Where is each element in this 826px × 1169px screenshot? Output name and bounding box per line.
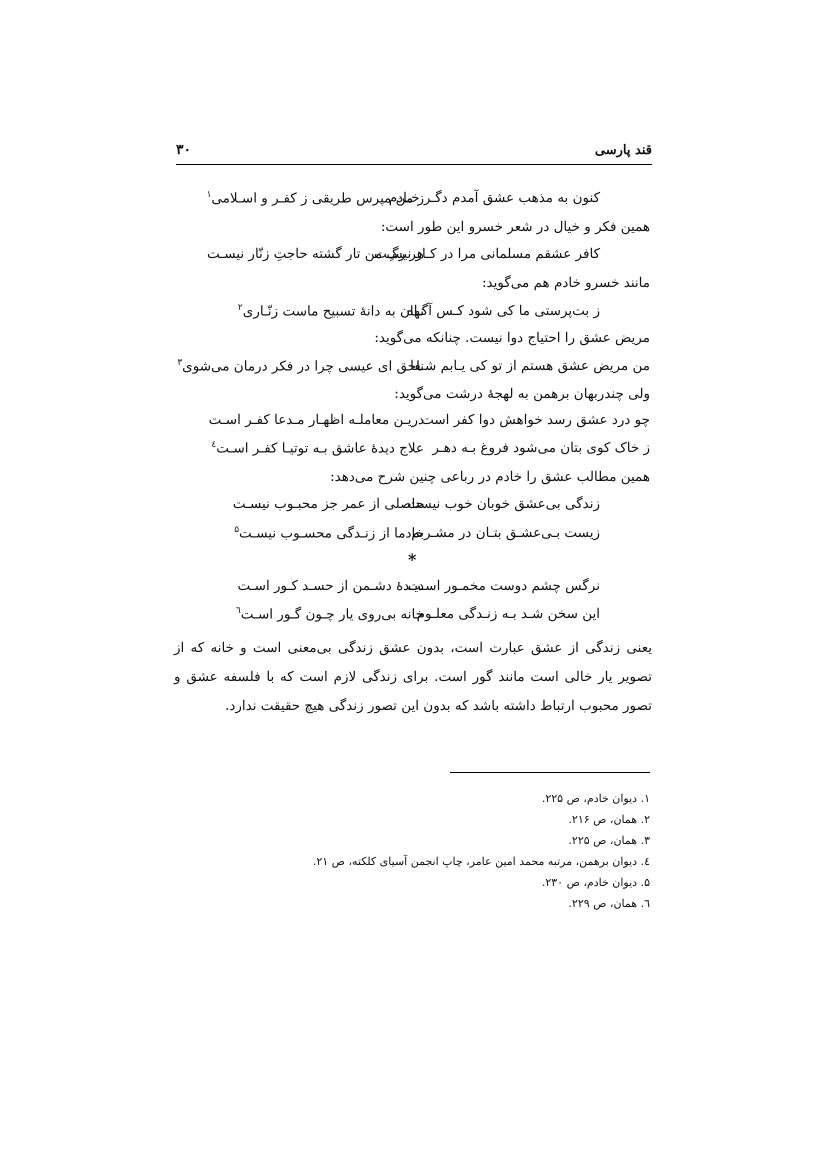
- verse-7-hemistich-2: حاصلی از عمر جز محبـوب نیسـت: [232, 496, 424, 512]
- footnote-ref: ٤: [211, 440, 217, 450]
- body-paragraph: یعنی زندگی از عشق عبارت است، بدون عشق زندگی بی‌معنی است و خانه که از تصویر یار خالی است مانند گور است. برای زندگی لازم است که با فلسفه عشق و تصور محبوب ارتباط داشته باشد که بدون این تصور زندگی هیچ حقیقت ندارد.: [174, 640, 652, 714]
- footnote-3: ۳. همان، ص ۲۲۵.: [568, 834, 650, 847]
- footnote-6: ٦. همان، ص ۲۲۹.: [568, 897, 650, 910]
- verse-3-hemistich-2: نهان به دانهٔ تسبیح ماست زنّـاری$^۲$: [237, 303, 424, 320]
- footnote-rule: [450, 772, 650, 773]
- verse-1-hemistich-2: ز من مپرس طریقی ز کفـر و اسـلامی$^۱$: [206, 190, 424, 207]
- prose-line-5: همین مطالب عشق را خادم در رباعی چنین شرح می‌دهد:: [330, 469, 650, 485]
- verse-10-hemistich-2: خانه بی‌روی یار چـون گـور اسـت$^٦$: [235, 606, 424, 623]
- verse-1-hemistich-1: کنون به مذهب عشق آمدم دگـر خـادم: [388, 190, 600, 206]
- verse-8-hemistich-1: زیست بـی‌عشـق بتـان در مشـربم: [411, 525, 600, 541]
- verse-2-hemistich-2: هر رگِ من تار گشته حاجتِ زنّار نیسـت: [207, 246, 424, 262]
- verse-5-hemistich-1: چو درد عشق رسد خواهش دوا کفر است: [421, 412, 650, 428]
- verse-9-hemistich-1: نرگس چشم دوست مخمـور اسـت: [408, 578, 600, 594]
- footnote-ref: ۵: [234, 525, 240, 535]
- running-header: [176, 140, 652, 165]
- footnote-2: ۲. همان، ص ۲۱۶.: [568, 813, 650, 826]
- page-number: ۳۰: [176, 142, 192, 158]
- prose-line-3: مریض عشق را احتیاج دوا نیست. چنانکه می‌گوید:: [374, 330, 650, 346]
- verse-3-hemistich-1: ز بت‌پرستی ما کی شود کـس آگـاه: [406, 303, 600, 319]
- footnote-4: ٤. دیوان برهمن، مرتبه محمد امین عامر، چاپ انجمن آسیای کلکته، ص ۲۱.: [312, 855, 650, 868]
- footnote-1: ۱. دیوان خادم، ص ۲۲۵.: [541, 792, 650, 805]
- footnote-ref: ۳: [177, 358, 183, 368]
- verse-10-hemistich-1: این سخن شـد بـه زنـدگی معلـوم: [416, 606, 600, 622]
- verse-6-hemistich-2: علاج دیدهٔ عاشق بـه توتیـا کفـر اسـت$^٤$: [211, 440, 424, 457]
- footnote-ref: ٦: [235, 606, 241, 616]
- verse-5-hemistich-2: دریـن معاملـه اظهـار مـدعا کفـر اسـت: [208, 412, 424, 428]
- verse-2-hemistich-1: کافر عشقم مسلمانی مرا در کـار نیسـت: [374, 246, 600, 262]
- verse-9-hemistich-2: دیـدهٔ دشـمن از حسـد کـور اسـت: [237, 578, 424, 594]
- verse-4-hemistich-1: من مریض عشق هستم از تو کی یـابم شـفا: [410, 358, 650, 374]
- verse-8-hemistich-2: خادما از زنـدگی محسـوب نیسـت$^۵$: [234, 525, 424, 542]
- verse-4-hemistich-2: ناحق ای عیسی چرا در فکر درمان می‌شوی$^۳$: [177, 358, 424, 375]
- section-separator: *: [408, 550, 417, 569]
- footnote-5: ۵. دیوان خادم، ص ۲۳۰.: [541, 876, 650, 889]
- footnote-ref: ۱: [206, 190, 212, 200]
- verse-6-hemistich-1: ز خاک کوی بتان می‌شود فروغ بـه دهـر: [432, 440, 650, 456]
- verse-7-hemistich-1: زندگی بی‌عشق خوبان خوب نیست: [407, 496, 600, 512]
- prose-line-2: مانند خسرو خادم هم می‌گوید:: [482, 275, 650, 291]
- prose-line-4: ولی چندربهان برهمن به لهجهٔ درشت می‌گوید:: [394, 386, 650, 402]
- footnote-ref: ۲: [237, 303, 243, 313]
- book-title: قند پارسی: [594, 143, 652, 158]
- prose-line-1: همین فکر و خیال در شعر خسرو این طور است:: [380, 219, 650, 235]
